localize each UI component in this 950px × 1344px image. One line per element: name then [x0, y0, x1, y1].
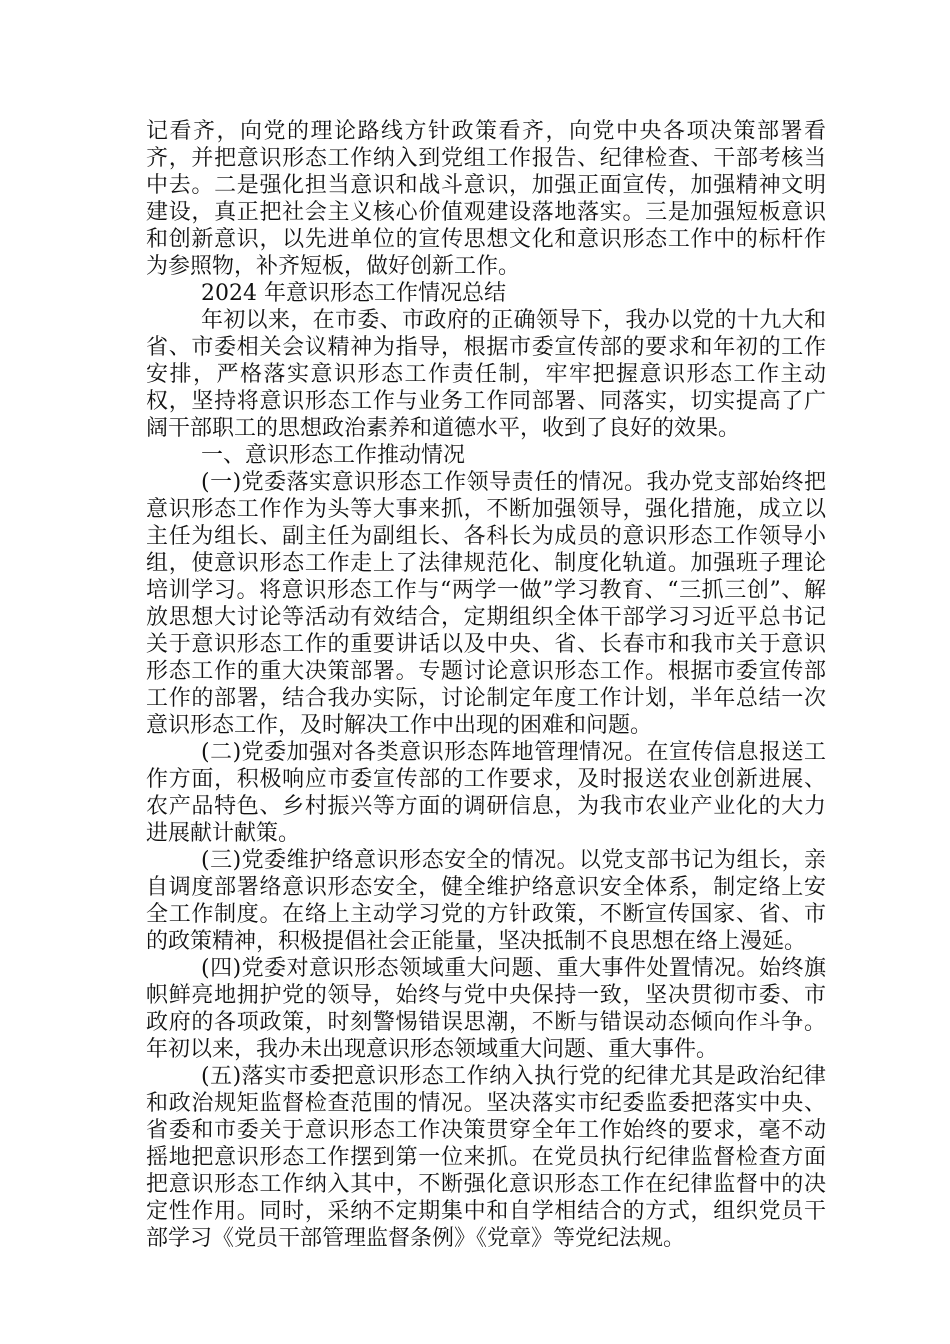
- continued-paragraph: 记看齐，向党的理论路线方针政策看齐，向党中央各项决策部署看齐，并把意识形态工作纳入到党组工作报告、纪律检查、干部考核当中去。二是强化担当意识和战斗意识，加强正面宣传，加强精神文明建设，真正把社会主义核心价值观建设落地落实。三是加强短板意识和创新意识，以先进单位的宣传思想文化和意识形态工作中的标杆作为参照物，补齐短板，做好创新工作。: [146, 119, 826, 279]
- body-paragraph-1: (一)党委落实意识形态工作领导责任的情况。我办党支部始终把意识形态工作作为头等大事来抓，不断加强领导，强化措施，成立以主任为组长、副主任为副组长、各科长为成员的意识形态工作领导小组，使意识形态工作走上了法律规范化、制度化轨道。加强班子理论培训学习。将意识形态工作与“两学一做”学习教育、“三抓三创”、解放思想大讨论等活动有效结合，定期组织全体干部学习习近平总书记关于意识形态工作的重要讲话以及中央、省、长春市和我市关于意识形态工作的重大决策部署。专题讨论意识形态工作。根据市委宣传部工作的部署，结合我办实际，讨论制定年度工作计划，半年总结一次意识形态工作，及时解决工作中出现的困难和问题。: [146, 470, 826, 738]
- document-page: [146, 118, 826, 1252]
- document-title: 2024 年意识形态工作情况总结: [201, 281, 506, 306]
- intro-paragraph: 年初以来，在市委、市政府的正确领导下，我办以党的十九大和省、市委相关会议精神为指导，根据市委宣传部的要求和年初的工作安排，严格落实意识形态工作责任制，牢牢把握意识形态工作主动权，坚持将意识形态工作与业务工作同部署、同落实，切实提高了广阔干部职工的思想政治素养和道德水平，收到了良好的效果。: [146, 308, 826, 441]
- section-heading: 一、意识形态工作推动情况: [201, 443, 466, 468]
- body-paragraph-2: (二)党委加强对各类意识形态阵地管理情况。在宣传信息报送工作方面，积极响应市委宣传部的工作要求，及时报送农业创新进展、农产品特色、乡村振兴等方面的调研信息，为我市农业产业化的大力进展献计献策。: [146, 740, 826, 846]
- body-paragraph-5: (五)落实市委把意识形态工作纳入执行党的纪律尤其是政治纪律和政治规矩监督检查范围的情况。坚决落实市纪委监委把落实中央、省委和市委关于意识形态工作决策贯穿全年工作始终的要求，毫不动摇地把意识形态工作摆到第一位来抓。在党员执行纪律监督检查方面把意识形态工作纳入其中，不断强化意识形态工作在纪律监督中的决定性作用。同时，采纳不定期集中和自学相结合的方式，组织党员干部学习《党员干部管理监督条例》《党章》等党纪法规。: [146, 1064, 826, 1251]
- body-paragraph-4: (四)党委对意识形态领域重大问题、重大事件处置情况。始终旗帜鲜亮地拥护党的领导，始终与党中央保持一致，坚决贯彻市委、市政府的各项政策，时刻警惕错误思潮，不断与错误动态倾向作斗争。年初以来，我办未出现意识形态领域重大问题、重大事件。: [146, 956, 826, 1062]
- body-paragraph-3: (三)党委维护络意识形态安全的情况。以党支部书记为组长，亲自调度部署络意识形态安全，健全维护络意识安全体系，制定络上安全工作制度。在络上主动学习党的方针政策，不断宣传国家、省、市的政策精神，积极提倡社会正能量，坚决抵制不良思想在络上漫延。: [146, 848, 826, 954]
